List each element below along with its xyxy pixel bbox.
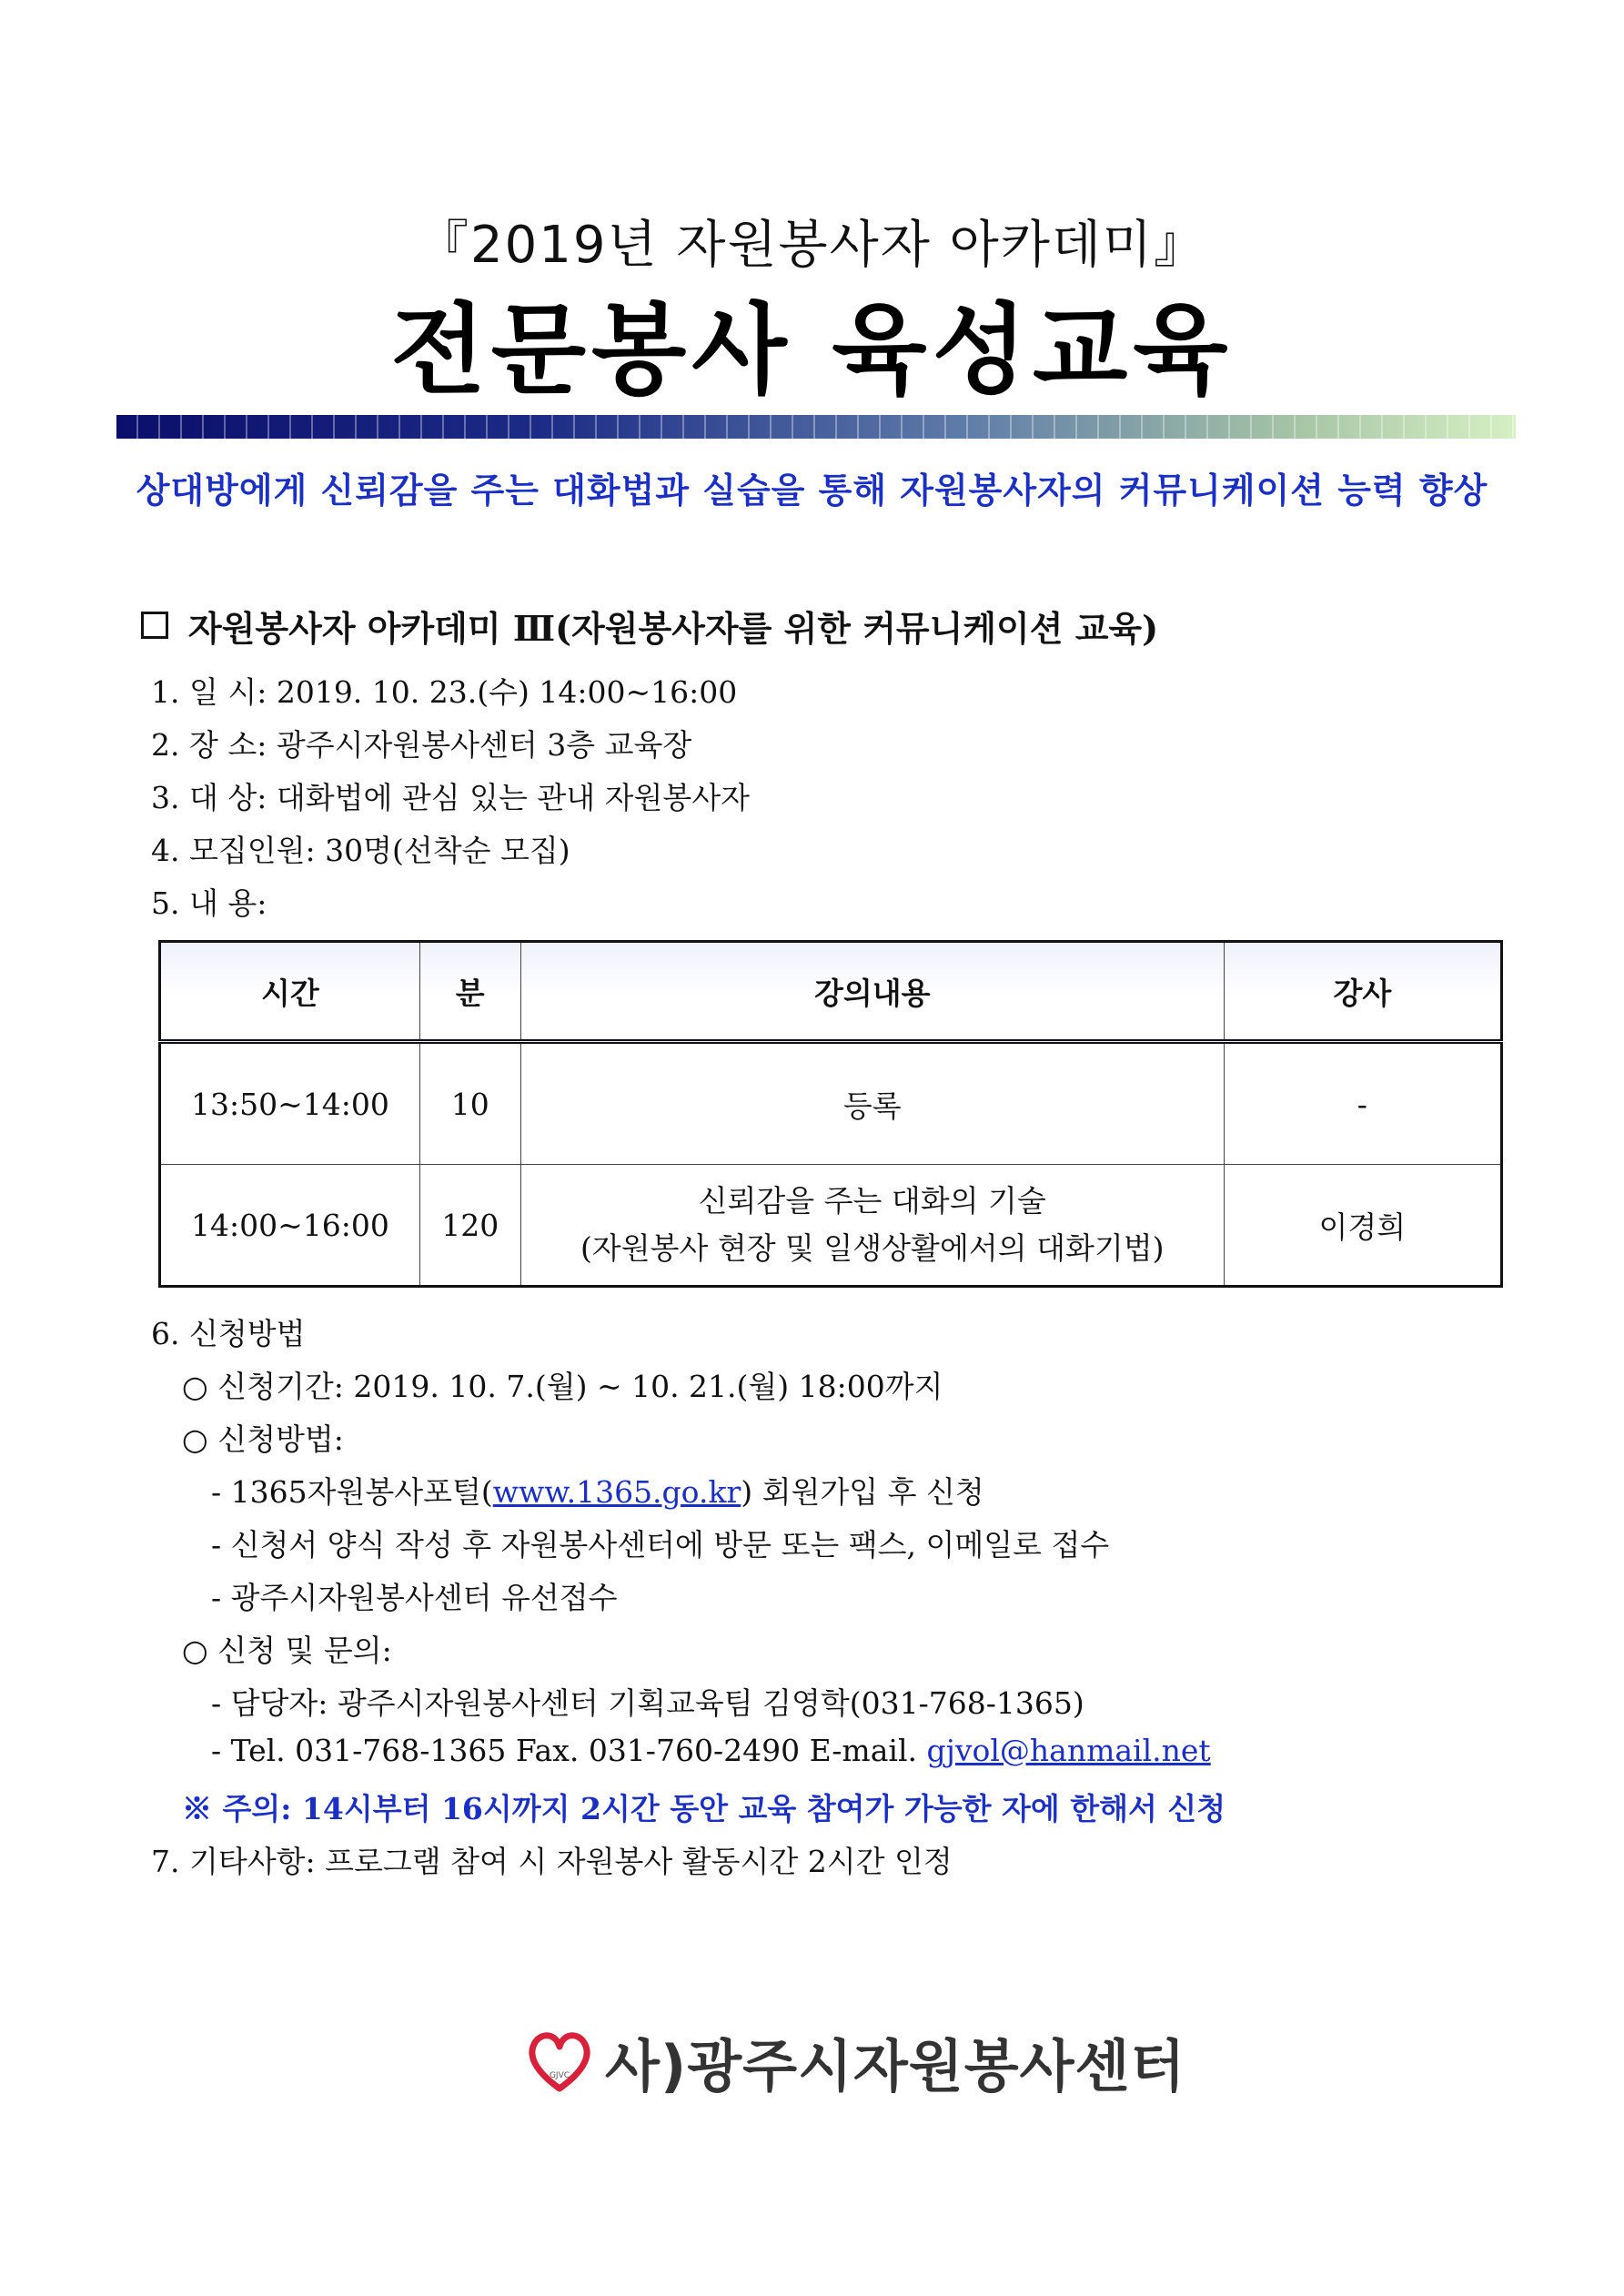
header-time: 시간 — [160, 942, 420, 1042]
notice: ※ 주의: 14시부터 16시까지 2시간 동안 교육 참여가 가능한 자에 한해서 신청 — [182, 1791, 1226, 1826]
cell-time: 13:50~14:00 — [160, 1042, 420, 1165]
cell-lecturer: 이경희 — [1224, 1165, 1501, 1287]
header-minutes: 분 — [419, 942, 520, 1042]
cell-content-line2: (자원봉사 현장 및 일생상활에서의 대화기법) — [580, 1230, 1165, 1266]
item-capacity: 4. 모집인원: 30명(선착순 모집) — [151, 833, 570, 868]
item-content: 5. 내 용: — [151, 885, 267, 921]
title-line1: 『2019년 자원봉사자 아카데미』 — [417, 216, 1207, 275]
section-heading-text: 자원봉사자 아카데미 Ⅲ(자원봉사자를 위한 커뮤니케이션 교육) — [188, 608, 1159, 649]
contact-heading: ○ 신청 및 문의: — [182, 1633, 392, 1668]
heart-logo-icon — [523, 2025, 596, 2098]
item-target: 3. 대 상: 대화법에 관심 있는 관내 자원봉사자 — [151, 780, 750, 815]
table-header-row — [160, 942, 1502, 1042]
checkbox-square-icon — [141, 612, 168, 639]
table-row — [160, 1042, 1502, 1165]
header-lecturer: 강사 — [1224, 942, 1501, 1042]
contact-numbers — [211, 1733, 1211, 1768]
cell-lecturer: - — [1224, 1042, 1501, 1165]
table-row — [160, 1165, 1502, 1287]
other-info: 7. 기타사항: 프로그램 참여 시 자원봉사 활동시간 2시간 인정 — [151, 1844, 953, 1879]
title-line2: 전문봉사 육성교육 — [390, 294, 1234, 408]
logo-mark-text: GJVC — [549, 2071, 570, 2080]
contact-numbers-text: - Tel. 031-768-1365 Fax. 031-760-2490 E-mail. — [211, 1733, 927, 1768]
item-place: 2. 장 소: 광주시자원봉사센터 3층 교육장 — [151, 727, 692, 763]
section-heading — [141, 601, 1158, 651]
cell-minutes: 120 — [419, 1165, 520, 1287]
apply-method-heading: ○ 신청방법: — [182, 1421, 344, 1457]
portal-link[interactable]: www.1365.go.kr — [492, 1474, 741, 1510]
portal-text-post: ) 회원가입 후 신청 — [741, 1474, 984, 1510]
email-link[interactable]: gjvol@hanmail.net — [926, 1733, 1211, 1768]
apply-period: ○ 신청기간: 2019. 10. 7.(월) ~ 10. 21.(월) 18:00까지 — [182, 1369, 943, 1404]
apply-heading: 6. 신청방법 — [151, 1316, 306, 1351]
item-date: 1. 일 시: 2019. 10. 23.(수) 14:00~16:00 — [151, 674, 738, 710]
apply-method-form: - 신청서 양식 작성 후 자원봉사센터에 방문 또는 팩스, 이메일로 접수 — [211, 1527, 1110, 1563]
cell-content — [520, 1165, 1224, 1287]
portal-text: - 1365자원봉사포털( — [211, 1474, 493, 1510]
cell-content: 등록 — [520, 1042, 1224, 1165]
cell-minutes: 10 — [419, 1042, 520, 1165]
subtitle: 상대방에게 신뢰감을 주는 대화법과 실습을 통해 자원봉사자의 커뮤니케이션 능력 향상 — [136, 470, 1488, 511]
apply-method-phone: - 광주시자원봉사센터 유선접수 — [211, 1580, 618, 1615]
schedule-table — [158, 940, 1503, 1288]
gradient-divider — [116, 415, 1516, 439]
org-name: 사)광주시자원봉사센터 — [605, 2032, 1186, 2099]
cell-time: 14:00~16:00 — [160, 1165, 420, 1287]
apply-method-portal — [211, 1469, 984, 1512]
header-content: 강의내용 — [520, 942, 1224, 1042]
cell-content-line1: 신뢰감을 주는 대화의 기술 — [698, 1183, 1046, 1219]
contact-person: - 담당자: 광주시자원봉사센터 기획교육팀 김영학(031-768-1365) — [211, 1685, 1084, 1721]
org-logo — [523, 2025, 1185, 2098]
